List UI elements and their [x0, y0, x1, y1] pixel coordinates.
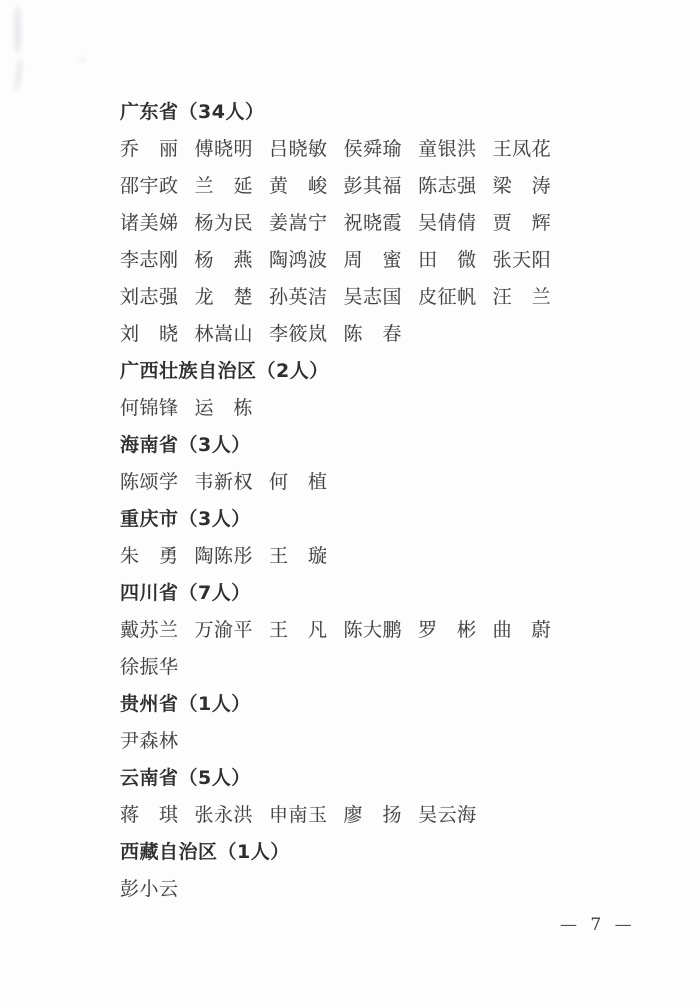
page-number-value: 7: [590, 915, 602, 935]
person-name: 何锦锋: [120, 397, 179, 419]
name-row: [120, 612, 590, 649]
person-name: 廖 扬: [343, 804, 403, 826]
name-row: [120, 316, 590, 353]
name-row: [120, 464, 590, 501]
person-name: 尹森林: [120, 730, 179, 752]
scan-smudge: [14, 6, 21, 54]
section-heading: 广西壮族自治区（2人）: [120, 360, 329, 382]
person-name: 杨 燕: [194, 249, 254, 271]
person-name: 罗 彬: [418, 619, 477, 641]
person-name: 侯舜瑜: [343, 138, 403, 160]
person-name: 刘 晓: [120, 323, 179, 345]
section-heading: 西藏自治区（1人）: [120, 841, 290, 863]
person-name: 王凤花: [492, 138, 552, 160]
name-row: [120, 168, 590, 205]
page-number-dash-left: —: [560, 915, 577, 935]
person-name: 邵宇政: [120, 175, 179, 197]
name-row: [120, 205, 590, 242]
person-name: 祝晓霞: [343, 212, 403, 234]
section-heading: 广东省（34人）: [120, 101, 265, 123]
document-body: [120, 94, 590, 908]
person-name: 韦新权: [194, 471, 254, 493]
person-name: 兰 延: [194, 175, 254, 197]
name-row: [120, 538, 590, 575]
person-name: 乔 丽: [120, 138, 179, 160]
section-heading: 贵州省（1人）: [120, 693, 251, 715]
person-name: 吕晓敏: [269, 138, 328, 160]
person-name: 陈志强: [418, 175, 477, 197]
person-name: 万渝平: [194, 619, 254, 641]
person-name: 徐振华: [120, 656, 179, 678]
person-name: 姜嵩宁: [269, 212, 328, 234]
person-name: 田 微: [418, 249, 477, 271]
person-name: 刘志强: [120, 286, 179, 308]
person-name: 张永洪: [194, 804, 254, 826]
person-name: 林嵩山: [194, 323, 254, 345]
person-name: 黄 峻: [269, 175, 328, 197]
person-name: 陶陈彤: [194, 545, 254, 567]
name-row: [120, 279, 590, 316]
person-name: 陈大鹏: [343, 619, 403, 641]
section-heading: 重庆市（3人）: [120, 508, 251, 530]
person-name: 贾 辉: [492, 212, 552, 234]
name-row: [120, 390, 590, 427]
person-name: 龙 楚: [194, 286, 254, 308]
person-name: 孙英洁: [269, 286, 328, 308]
person-name: 吴云海: [418, 804, 477, 826]
section-heading: 云南省（5人）: [120, 767, 251, 789]
person-name: 何 植: [269, 471, 328, 493]
person-name: 周 蜜: [343, 249, 403, 271]
name-row: [120, 649, 590, 686]
page-number-dash-right: —: [614, 915, 632, 935]
name-row: [120, 242, 590, 279]
person-name: 吴志国: [343, 286, 403, 308]
name-row: [120, 723, 590, 760]
scan-smudge: [80, 57, 84, 62]
person-name: 张天阳: [492, 249, 552, 271]
name-row: [120, 871, 590, 908]
name-row: [120, 131, 590, 168]
person-name: 梁 涛: [492, 175, 552, 197]
person-name: 李筱岚: [269, 323, 328, 345]
person-name: 彭其福: [343, 175, 403, 197]
person-name: 曲 蔚: [492, 619, 552, 641]
person-name: 王 璇: [269, 545, 328, 567]
person-name: 陈颂学: [120, 471, 179, 493]
person-name: 皮征帆: [418, 286, 477, 308]
name-row: [120, 797, 590, 834]
person-name: 吴倩倩: [418, 212, 477, 234]
person-name: 蒋 琪: [120, 804, 179, 826]
person-name: 杨为民: [194, 212, 254, 234]
person-name: 诸美娣: [120, 212, 179, 234]
person-name: 运 栋: [194, 397, 254, 419]
person-name: 陶鸿波: [269, 249, 328, 271]
person-name: 童银洪: [418, 138, 477, 160]
person-name: 王 凡: [269, 619, 328, 641]
person-name: 李志刚: [120, 249, 179, 271]
scan-smudge: [14, 58, 23, 92]
person-name: 彭小云: [120, 878, 179, 900]
person-name: 陈 春: [343, 323, 403, 345]
person-name: 戴苏兰: [120, 619, 179, 641]
section-heading: 四川省（7人）: [120, 582, 251, 604]
person-name: 汪 兰: [492, 286, 552, 308]
page-number: [556, 913, 636, 937]
person-name: 傅晓明: [194, 138, 254, 160]
person-name: 申南玉: [269, 804, 328, 826]
person-name: 朱 勇: [120, 545, 179, 567]
section-heading: 海南省（3人）: [120, 434, 251, 456]
